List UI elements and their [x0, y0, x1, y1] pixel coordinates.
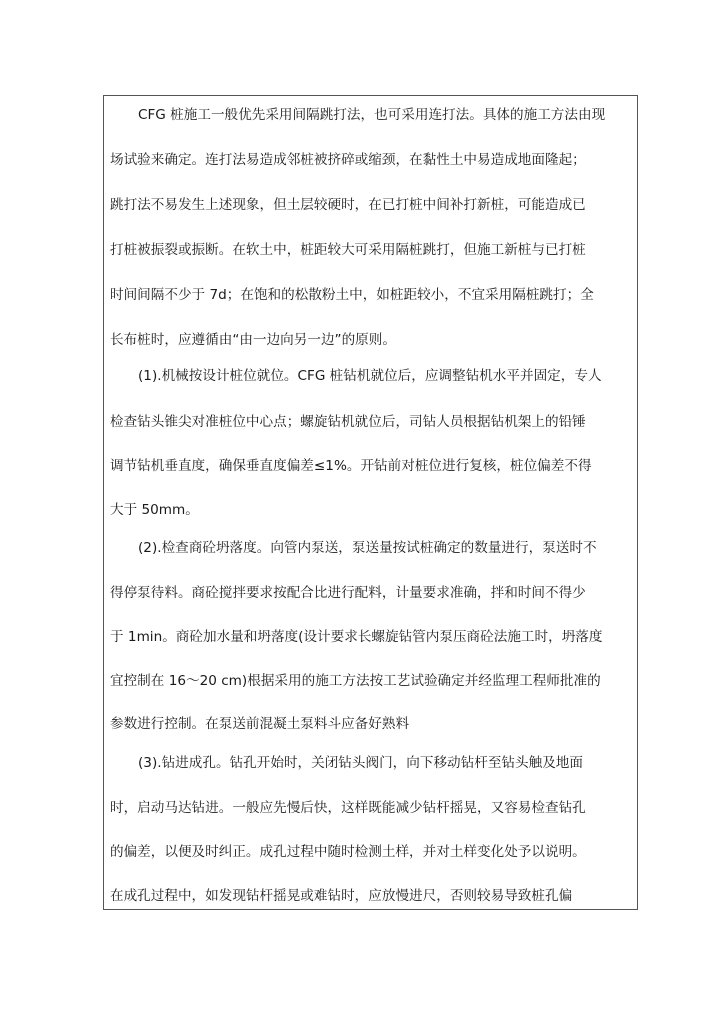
paragraph-line: 时，启动马达钻进。一般应先慢后快，这样既能减少钻杆摇晃，又容易检查钻孔: [110, 800, 586, 816]
paragraph-line: 打桩被振裂或振断。在软土中，桩距较大可采用隔桩跳打，但施工新桩与已打桩: [110, 242, 586, 258]
paragraph-line: 时间间隔不少于 7d；在饱和的松散粉土中，如桩距较小，不宜采用隔桩跳打；全: [110, 287, 594, 303]
paragraph-line: (3).钻进成孔。钻孔开始时，关闭钻头阀门，向下移动钻杆至钻头触及地面: [138, 755, 583, 771]
paragraph-line: 长布桩时，应遵循由“由一边向另一边”的原则。: [110, 332, 396, 348]
paragraph-line: 的偏差，以便及时纠正。成孔过程中随时检测土样，并对土样变化处予以说明。: [110, 844, 586, 860]
paragraph-line: 于 1min。商砼加水量和坍落度(设计要求长螺旋钻管内泵压商砼法施工时，坍落度: [110, 629, 603, 645]
paragraph-line: (1).机械按设计桩位就位。CFG 桩钻机就位后，应调整钻机水平并固定，专人: [138, 368, 602, 384]
paragraph-line: CFG 桩施工一般优先采用间隔跳打法，也可采用连打法。具体的施工方法由现: [138, 107, 606, 123]
paragraph-line: 检查钻头锥尖对准桩位中心点；螺旋钻机就位后，司钻人员根据钻机架上的铅锤: [110, 414, 586, 430]
paragraph-line: 跳打法不易发生上述现象，但土层较硬时，在已打桩中间补打新桩，可能造成已: [110, 197, 586, 213]
paragraph-line: 调节钻机垂直度，确保垂直度偏差≤1%。开钻前对桩位进行复核，桩位偏差不得: [110, 458, 592, 474]
paragraph-line: 得停泵待料。商砼搅拌要求按配合比进行配料，计量要求准确，拌和时间不得少: [110, 585, 586, 601]
text-frame: [103, 95, 638, 910]
paragraph-line: 在成孔过程中，如发现钻杆摇晃或难钻时，应放慢进尺，否则较易导致桩孔偏: [110, 888, 573, 904]
paragraph-line: (2).检查商砼坍落度。向管内泵送，泵送量按试桩确定的数量进行，泵送时不: [138, 540, 597, 556]
paragraph-line: 宜控制在 16～20 cm)根据采用的施工方法按工艺试验确定并经监理工程师批准的: [110, 673, 601, 689]
paragraph-line: 大于 50mm。: [110, 502, 199, 518]
paragraph-line: 场试验来确定。连打法易造成邻桩被挤碎或缩颈，在黏性土中易造成地面隆起；: [110, 152, 586, 168]
paragraph-line: 参数进行控制。在泵送前混凝土泵料斗应备好熟料: [110, 716, 410, 732]
